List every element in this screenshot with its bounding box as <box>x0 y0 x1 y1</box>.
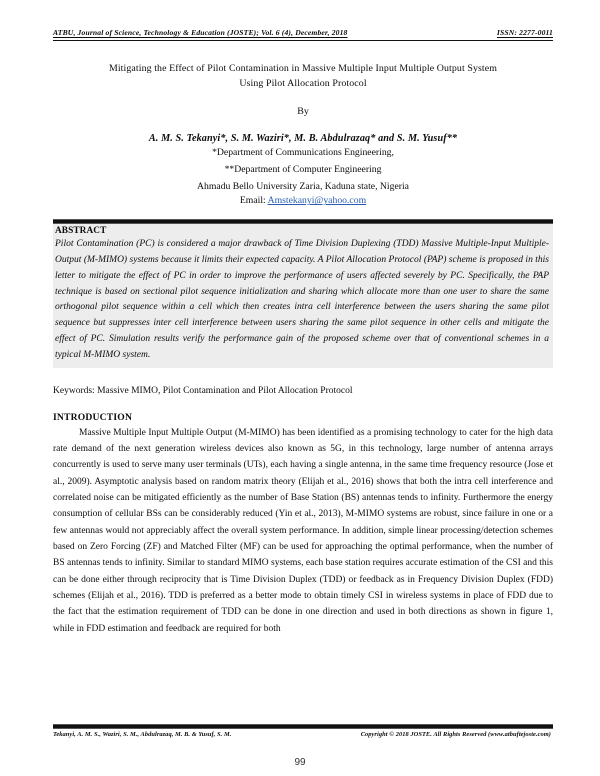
running-head-journal: ATBU, Journal of Science, Technology & Education (JOSTE); Vol. 6 (4), December, 2018 <box>53 28 348 37</box>
email-label: Email: <box>239 195 268 207</box>
running-head-rule <box>53 40 553 41</box>
page-number: 99 <box>294 757 306 768</box>
abstract-body: Pilot Contamination (PC) is considered a major drawback of Time Division Duplexing (TDD) Massive Multiple-Input Multiple-Output (M-MIMO) systems because it limits their expected capacity. A Pilot Allocation Protocol (PAP) scheme is proposed in this letter to mitigate the effect of PC in order to improve the performance of users affected severely by PC. Specifically, the PAP technique is based on sectional pilot sequence initialization and sharing which allocate more than one user to share the same orthogonal pilot sequence within a cell which then creates intra cell interference between the users sharing the same pilot sequence but suppresses inter cell interference between users sharing the same pilot sequence in other cells and mitigate the effect of PC. Simulation results verify the performance gain of the proposed scheme over that of conventional schemes in a typical M-MIMO system. <box>55 239 549 360</box>
affiliation-line-1: *Department of Communications Engineering, <box>212 147 394 159</box>
abstract-heading: ABSTRACT <box>55 226 107 237</box>
author-list: A. M. S. Tekanyi*, S. M. Waziri*, M. B. Abdulrazaq* and S. M. Yusuf** <box>148 133 458 145</box>
abstract-box <box>53 224 553 368</box>
footer-authors: Tekanyi, A. M. S., Waziri, S. M., Abdulrazaq, M. B. & Yusuf, S. M. <box>53 731 232 738</box>
page-footer <box>53 724 553 738</box>
running-head-issn: ISSN: 2277-0011 <box>496 28 553 37</box>
abstract-section <box>53 219 553 368</box>
footer-row <box>53 731 553 738</box>
keywords-line: Keywords: Massive MIMO, Pilot Contamination and Pilot Allocation Protocol <box>53 386 353 397</box>
page-title <box>53 61 553 91</box>
introduction-paragraph: Massive Multiple Input Multiple Output (M-MIMO) has been identified as a promising technology to cater for the high data rate demand of the next generation wireless devices also known as 5G, in this technology, large number of antenna arrays concurrently is used to serve many user terminals (UTs), each having a single antenna, in the same time frequency resource (Jose et al., 2009). Asymptotic analysis based on random matrix theory (Elijah et al., 2016) shows that both the intra cell interference and correlated noise can be mitigated efficiently as the number of Base Station (BS) antennas tends to infinity. Furthermore the energy consumption of cellular BSs can be considerably reduced (Yin et al., 2013), M-MIMO systems are robust, since failure in one or a few antennas would not appreciably affect the overall system performance. In addition, simple linear processing/detection schemes based on Zero Forcing (ZF) and Matched Filter (MF) can be used for approaching the optimal performance, when the number of BS antennas tends to infinity. Similar to standard MIMO systems, each base station requires accurate estimation of the CSI and this can be done either through reciprocity that is Time Division Duplex (TDD) or feedback as in Frequency Division Duplex (FDD) schemes (Elijah et al., 2016). TDD is preferred as a better mode to obtain timely CSI in wireless systems in place of FDD due to the fact that the estimation requirement of TDD can be done in one direction and used in both directions as shown in figure 1, while in FDD estimation and feedback are required for both <box>53 427 553 634</box>
running-head <box>53 28 553 38</box>
title-line-1: Mitigating the Effect of Pilot Contamination in Massive Multiple Input Multiple Output System <box>108 63 498 75</box>
footer-copyright: Copyright © 2018 JOSTE. All Rights Reserved (www.atbuftejoste.com) <box>360 731 551 738</box>
email-line <box>53 195 553 206</box>
email-link[interactable]: Amstekanyi@yahoo.com <box>267 195 367 207</box>
affiliation-line-3: Ahmadu Bello University Zaria, Kaduna state, Nigeria <box>197 180 409 192</box>
affiliation-line-2: **Department of Computer Engineering <box>224 163 382 175</box>
section-heading-introduction: INTRODUCTION <box>53 411 133 423</box>
by-label: By <box>297 106 309 118</box>
footer-rule <box>53 724 553 729</box>
title-line-2: Using Pilot Allocation Protocol <box>239 78 367 90</box>
